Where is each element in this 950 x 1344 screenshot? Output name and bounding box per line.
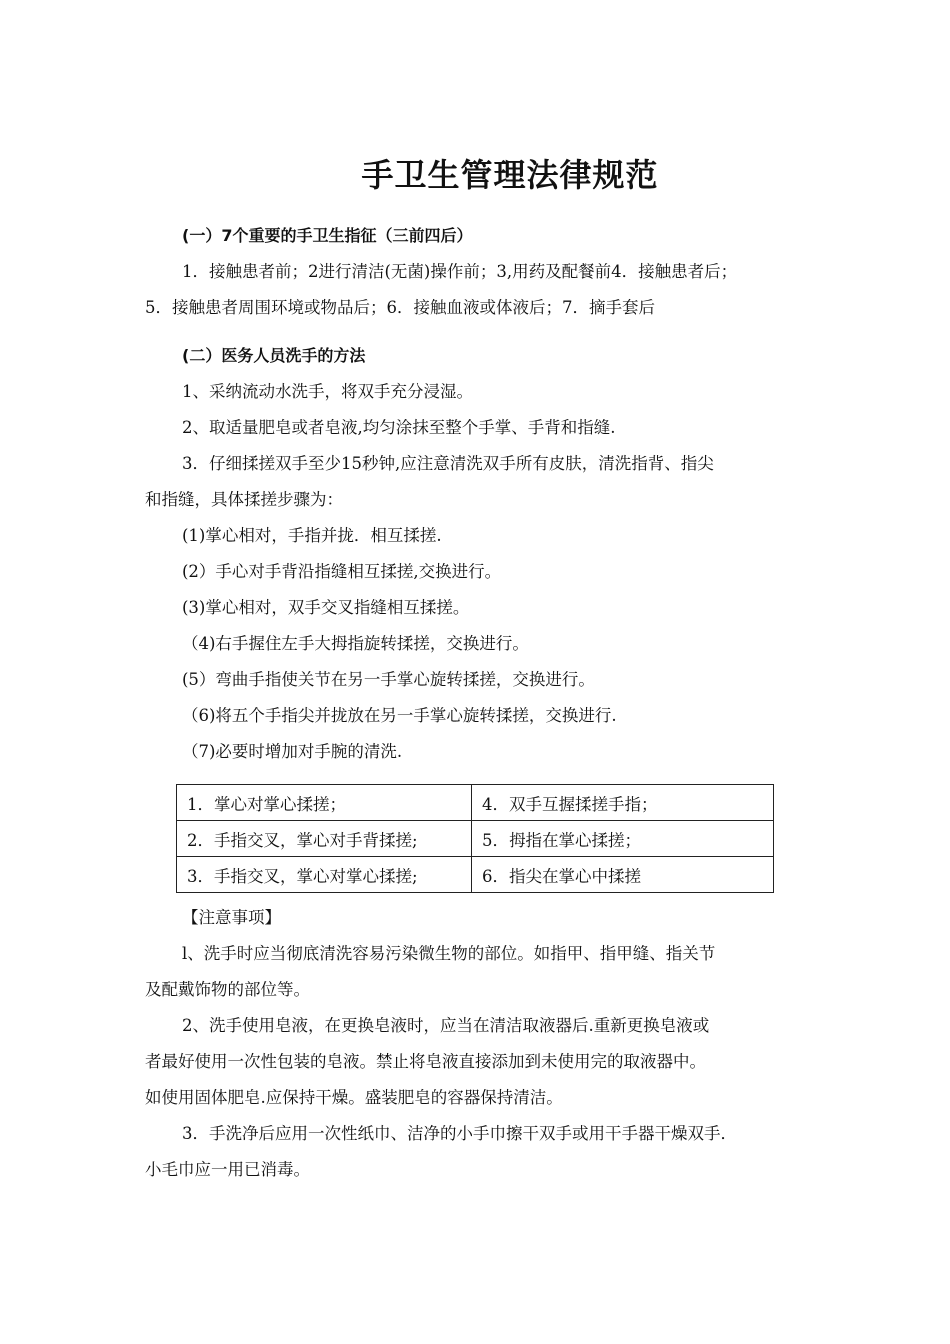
table-cell: 1．掌心对掌心揉搓； xyxy=(177,785,472,821)
note-1-line1: l、洗手时应当彻底清洗容易污染微生物的部位。如指甲、指甲缝、指关节 xyxy=(182,944,716,963)
section1-line1: 1．接触患者前；2进行清洁(无菌)操作前；3,用药及配餐前4．接触患者后； xyxy=(182,262,738,281)
substep-1: (1)掌心相对，手指并拢．相互揉搓. xyxy=(182,526,442,545)
table-row xyxy=(177,821,774,857)
note-2-line1: 2、洗手使用皂液，在更换皂液时，应当在清洁取液器后.重新更换皂液或 xyxy=(182,1016,710,1035)
table-cell: 4．双手互握揉搓手指； xyxy=(472,785,774,821)
table-cell: 5．拇指在掌心揉搓； xyxy=(472,821,774,857)
section2-heading: (二）医务人员洗手的方法 xyxy=(182,346,366,365)
note-3-line1: 3．手洗净后应用一次性纸巾、洁净的小手巾擦干双手或用干手器干燥双手． xyxy=(182,1124,737,1143)
substep-4: （4)右手握住左手大拇指旋转揉搓，交换进行。 xyxy=(182,634,529,653)
section1-heading: (一）7个重要的手卫生指征（三前四后） xyxy=(182,226,473,245)
substep-5: (5）弯曲手指使关节在另一手掌心旋转揉搓，交换进行。 xyxy=(182,670,595,689)
notes-heading: 【注意事项】 xyxy=(182,908,281,927)
section1-line2: 5．接触患者周围环境或物品后；6．接触血液或体液后；7．摘手套后 xyxy=(145,298,655,317)
steps-table xyxy=(176,784,774,893)
page-title: 手卫生管理法律规范 xyxy=(361,156,659,194)
step-3-line2: 和指缝，具体揉搓步骤为： xyxy=(145,490,343,509)
substep-2: (2）手心对手背沿指缝相互揉搓,交换进行。 xyxy=(182,562,502,581)
note-3-line2: 小毛巾应一用已消毒。 xyxy=(145,1160,310,1179)
step-2: 2、取适量肥皂或者皂液,均匀涂抹至整个手掌、手背和指缝. xyxy=(182,418,616,437)
table-cell: 2．手指交叉，掌心对手背揉搓; xyxy=(177,821,472,857)
table-cell: 3．手指交叉，掌心对掌心揉搓; xyxy=(177,857,472,893)
table-row xyxy=(177,857,774,893)
note-2-line3: 如使用固体肥皂.应保持干燥。盛装肥皂的容器保持清洁。 xyxy=(145,1088,563,1107)
substep-6: （6)将五个手指尖并拢放在另一手掌心旋转揉搓，交换进行. xyxy=(182,706,617,725)
substep-7: （7)必要时增加对手腕的清洗. xyxy=(182,742,403,761)
table-cell: 6．指尖在掌心中揉搓 xyxy=(472,857,774,893)
table-row xyxy=(177,785,774,821)
note-1-line2: 及配戴饰物的部位等。 xyxy=(145,980,310,999)
note-2-line2: 者最好使用一次性包装的皂液。禁止将皂液直接添加到未使用完的取液器中。 xyxy=(145,1052,706,1071)
step-3-line1: 3．仔细揉搓双手至少15秒钟,应注意清洗双手所有皮肤，清洗指背、指尖 xyxy=(182,454,714,473)
step-1: 1、采纳流动水洗手，将双手充分浸湿。 xyxy=(182,382,473,401)
substep-3: (3)掌心相对，双手交叉指缝相互揉搓。 xyxy=(182,598,470,617)
